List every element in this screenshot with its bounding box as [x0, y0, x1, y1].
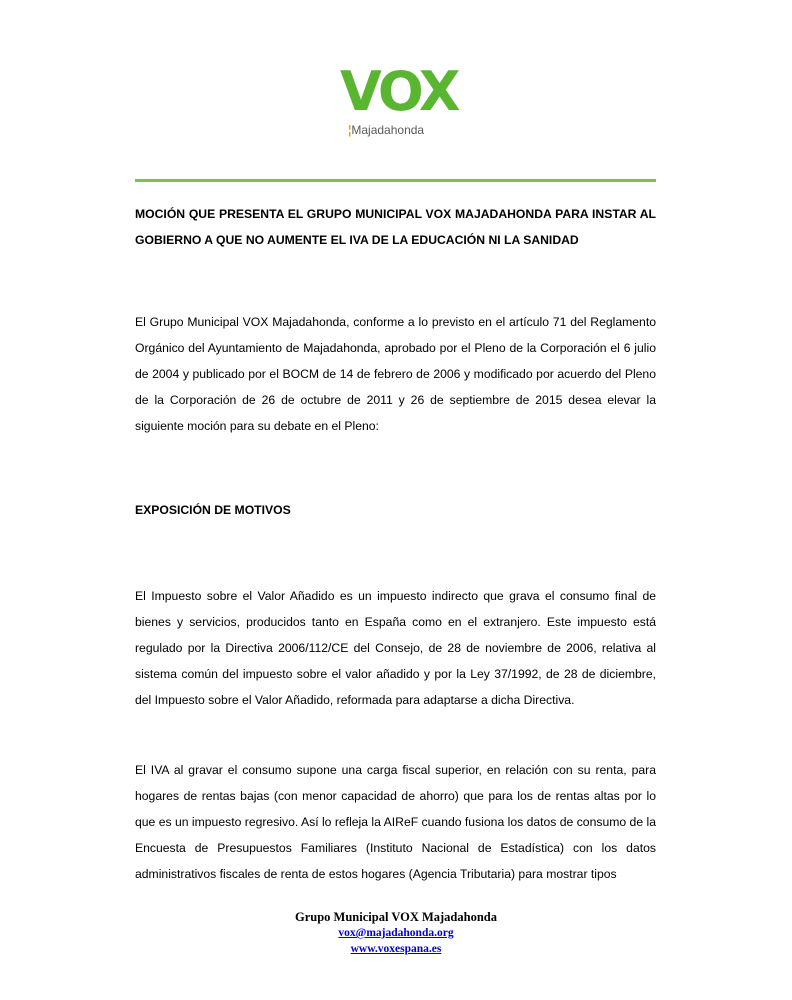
- logo-wordmark: VOX: [340, 60, 458, 123]
- section-heading: EXPOSICIÓN DE MOTIVOS: [135, 503, 291, 517]
- footer-website-link[interactable]: www.voxespana.es: [350, 943, 442, 955]
- intro-paragraph: El Grupo Municipal VOX Majadahonda, conforme a lo previsto en el artículo 71 del Reglamento Orgánico del Ayuntamiento de Majadahonda, aprobado por el Pleno de la Corporación el 6 julio de 2004 y publicado por el BOCM de 14 de febrero de 2006 y modificado por acuerdo del Pleno de la Corporación de 26 de octubre de 2011 y 26 de septiembre de 2015 desea elevar la siguiente moción para su debate en el Pleno:: [135, 315, 656, 433]
- header-divider: [135, 179, 656, 182]
- page-footer: [0, 910, 792, 957]
- footer-org-name: Grupo Municipal VOX Majadahonda: [295, 910, 497, 924]
- document-title: MOCIÓN QUE PRESENTA EL GRUPO MUNICIPAL VOX MAJADAHONDA PARA INSTAR AL GOBIERNO A QUE NO AUMENTE EL IVA DE LA EDUCACIÓN NI LA SANIDAD: [135, 207, 656, 247]
- body-paragraph-2: El IVA al gravar el consumo supone una carga fiscal superior, en relación con su renta, para hogares de rentas bajas (con menor capacidad de ahorro) que para los de rentas altas por lo que es un impuesto regresivo. Así lo refleja la AIReF cuando fusiona los datos de consumo de la Encuesta de Presupuestos Familiares (Instituto Nacional de Estadística) con los datos administrativos fiscales de renta de estos hogares (Agencia Tributaria) para mostrar tipos: [135, 763, 656, 881]
- logo-subtitle: [348, 123, 424, 137]
- logo-subtitle-text: Majadahonda: [351, 123, 425, 137]
- footer-email-link[interactable]: vox@majadahonda.org: [338, 927, 454, 939]
- body-paragraph-1: El Impuesto sobre el Valor Añadido es un impuesto indirecto que grava el consumo final de bienes y servicios, producidos tanto en España como en el extranjero. Este impuesto está regulado por la Directiva 2006/112/CE del Consejo, de 28 de noviembre de 2006, relativa al sistema común del impuesto sobre el valor añadido y por la Ley 37/1992, de 28 de diciembre, del Impuesto sobre el Valor Añadido, reformada para adaptarse a dicha Directiva.: [135, 589, 656, 707]
- vox-logo: [336, 62, 456, 142]
- logo-accent-bar: ¦: [348, 123, 352, 137]
